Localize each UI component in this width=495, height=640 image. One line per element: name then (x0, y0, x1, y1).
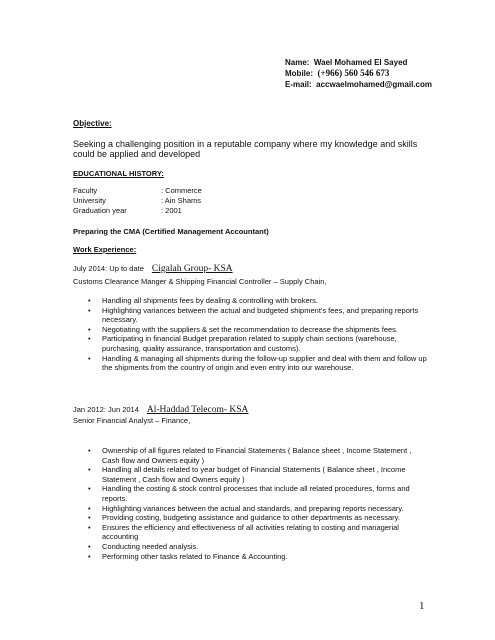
bullet-text: Handling the costing & stock control processes that include all related procedures, forms and reports. (102, 484, 410, 503)
job-1-title: Customs Clearance Manger & Shipping Financial Controller – Supply Chain, (73, 277, 327, 286)
list-item (88, 334, 428, 353)
bullet-icon: • (88, 334, 91, 344)
cma-line: Preparing the CMA (Certified Management Accountant) (73, 227, 269, 236)
bullet-icon: • (88, 296, 91, 305)
bullet-icon: • (88, 353, 91, 363)
bullet-icon: • (88, 522, 91, 532)
list-item (88, 484, 428, 503)
bullet-text: Highlighting variances between the actual and standards, and preparing reports necessary. (102, 503, 404, 513)
bullet-text: Participating in financial Budget preparation related to supply chain sections (warehouse, purchasing, quality assurance, transportation and customs). (102, 334, 397, 353)
education-value: : Commerce (161, 186, 202, 195)
list-item (88, 354, 428, 373)
job-2-bullets (88, 446, 428, 561)
contact-block (285, 57, 432, 90)
bullet-icon: • (88, 305, 91, 315)
list-item (88, 523, 428, 542)
bullet-text: Handling all shipments fees by dealing & controlling with brokers. (102, 296, 318, 305)
bullet-text: Ownership of all figures related to Financial Statements ( Balance sheet , Income Statement , Cash flow and Owners equity ) (102, 446, 412, 465)
mobile-label: Mobile: (285, 69, 318, 78)
objective-text: Seeking a challenging position in a reputable company where my knowledge and skills could be applied and developed (73, 139, 418, 159)
job-1-date-line (73, 264, 233, 274)
name-label: Name: (285, 58, 314, 67)
education-key: Faculty (73, 186, 98, 195)
bullet-text: Handling & managing all shipments during the follow-up supplier and deal with them and follow up the shipments from the country of origin and even entry into our warehouse. (102, 353, 427, 373)
contact-mobile-row (285, 68, 432, 79)
job-1-company: Cigalah Group- KSA (151, 264, 233, 274)
bullet-icon: • (88, 484, 91, 494)
bullet-text: Providing costing, budgeting assistance and guidance to other departments as necessary. (102, 513, 400, 523)
email-label: E-mail: (285, 80, 317, 89)
email-value: accwaelmohamed@gmail.com (316, 80, 432, 89)
bullet-icon: • (88, 446, 91, 455)
bullet-text: Performing other tasks related to Finance & Accounting. (102, 551, 288, 561)
list-item (88, 306, 428, 325)
job-2-date-line (73, 405, 248, 415)
list-item (88, 296, 428, 306)
education-value: : 2001 (161, 206, 182, 215)
list-item (88, 446, 428, 465)
contact-name-row (285, 57, 432, 68)
bullet-text: Handling all details related to year budget of Financial Statements ( Balance sheet , Income Statement , Cash flow and Owners equity ) (102, 465, 406, 484)
list-item (88, 325, 428, 335)
education-value: : Ain Shams (161, 196, 202, 205)
bullet-icon: • (88, 465, 91, 475)
education-table (73, 186, 202, 216)
page-number: 1 (419, 600, 425, 612)
bullet-text: Highlighting variances between the actual and budgeted shipment's fees, and preparing reports necessary. (102, 305, 419, 325)
bullet-icon: • (88, 541, 91, 551)
work-experience-heading: Work Experience: (73, 245, 137, 254)
bullet-text: Ensures the efficiency and effectiveness of all activities relating to costing and managerial accounting (102, 522, 399, 542)
education-row-university (73, 196, 202, 206)
job-2-title: Senior Financial Analyst – Finance, (73, 416, 191, 425)
education-key: Graduation year (73, 206, 127, 215)
list-item (88, 504, 428, 514)
education-key: University (73, 196, 106, 205)
job-2-company: Al-Haddad Telecom- KSA (146, 405, 249, 415)
bullet-text: Conducting needed analysis. (102, 541, 199, 551)
list-item (88, 552, 428, 562)
objective-heading: Objective: (73, 119, 112, 128)
name-value: Wael Mohamed El Sayed (313, 58, 408, 67)
list-item (88, 465, 428, 484)
bullet-icon: • (88, 513, 91, 523)
education-row-faculty (73, 186, 202, 196)
bullet-icon: • (88, 324, 91, 334)
bullet-icon: • (88, 551, 91, 561)
bullet-icon: • (88, 503, 91, 513)
bullet-text: Negotiating with the suppliers & set the recommendation to decrease the shipments fees. (102, 324, 398, 334)
list-item (88, 513, 428, 523)
contact-email-row (285, 79, 432, 90)
mobile-value: (+966) 560 546 673 (317, 68, 390, 78)
job-1-bullets (88, 296, 428, 373)
job-2-date: Jan 2012: Jun 2014 (73, 405, 139, 414)
list-item (88, 542, 428, 552)
education-heading: EDUCATIONAL HISTORY: (73, 169, 164, 178)
job-1-date: July 2014: Up to date (73, 264, 144, 273)
education-row-graduation (73, 206, 202, 216)
